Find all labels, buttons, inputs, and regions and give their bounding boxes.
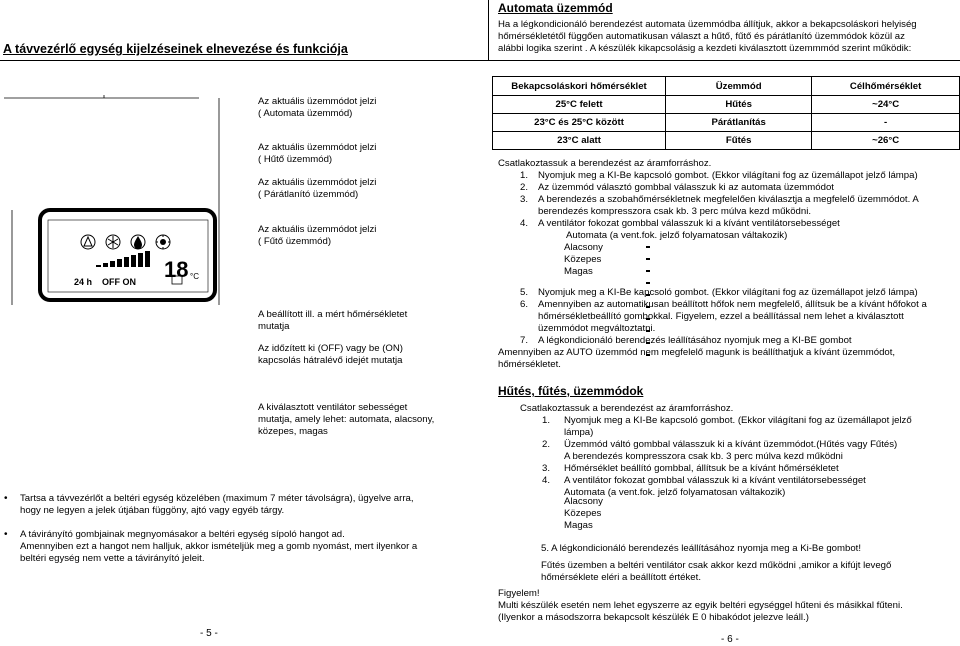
page-number-left: - 5 - (200, 628, 218, 639)
list-item: 6. Amennyiben az automatikusan beállított hőfok nem megfelelő, állítsuk be a kívánt hőfokot a hőmérsékletbeállító gombokkal. Figyelem, ezzel a beállítással nem lehet a kiválasztott üzemmódot megváltoztatni. (520, 299, 927, 334)
warning-block: Figyelem! Multi készülék esetén nem lehet egyszerre az egyik beltéri egységgel hűteni és másikkal fűteni. (Ilyenkor a másodszorra bekapcsolt készülék E 0 hibakódot jelezve leáll.) (498, 588, 903, 623)
table-cell: Hűtés (666, 96, 812, 114)
fan-speed-low: Alacsony (564, 242, 603, 253)
table-cell: 23°C és 25°C között (493, 114, 666, 132)
list-item: 4. A ventilátor fokozat gombbal válasszuk ki a kívánt ventilátorsebességet Automata (a vent.fok. jelző folyamatosan váltakozik) (520, 218, 840, 241)
list-item: 1. Nyomjuk meg a KI-Be kapcsoló gombot. (Ekkor világítani fog az üzemállapot jelző lámpa) (520, 170, 918, 181)
auto-connect-text: Csatlakoztassuk a berendezést az áramforráshoz. (498, 158, 712, 169)
fan-speed-high: Magas (564, 520, 593, 531)
table-cell: 25°C felett (493, 96, 666, 114)
list-item: 7. A légkondicionáló berendezés leállításához nyomjuk meg a KI-BE gombot (520, 335, 852, 346)
off-on-readout: OFF ON (102, 277, 136, 287)
bullet-icon: • (4, 493, 8, 504)
timer-readout: 24 h (74, 277, 93, 287)
auto-mode-icon (81, 235, 95, 249)
auto-mode-intro: Ha a légkondicionáló berendezést automata üzemmódba állítjuk, akkor a bekapcsoláskori helyiség hőmérsékletétől függően automatikusan választ a hűtő, fűtő és párátlanító üzemmódok közül az alábbi logika szerint . A készülék kikapcsolásig a kezdeti kiválasztott üzemmmód szerint működik: (498, 19, 917, 54)
header-cell: Célhőmérséklet (812, 77, 960, 96)
table-row (493, 132, 960, 150)
table-cell: Fűtés (666, 132, 812, 150)
list-item: 3. A berendezés a szobahőmérsékletnek megfelelően kiválasztja a megfelelő üzemmódot. A berendezés kompresszora csak kb. 3 perc múlva kezd működni. (520, 194, 919, 217)
table-cell: ~26°C (812, 132, 960, 150)
s2-connect-text: Csatlakoztassuk a berendezést az áramforráshoz. (520, 403, 734, 414)
table-row (493, 114, 960, 132)
table-cell: ~24°C (812, 96, 960, 114)
auto-note: Amennyiben az AUTO üzemmód nem megfelelő magunk is beállíthatjuk a kívánt üzemmódot, (498, 347, 896, 358)
auto-mode-title: Automata üzemmód (498, 1, 613, 15)
auto-steps-list-2 (498, 287, 953, 371)
s2-steps-list (498, 415, 953, 499)
label-temperature: A beállított ill. a mért hőmérsékletet mutatja (258, 309, 408, 332)
label-auto-mode: Az aktuális üzemmódot jelzi ( Automata üzemmód) (258, 96, 377, 119)
header-cell: Bekapcsoláskori hőmérséklet (493, 77, 666, 96)
bullet-remote-distance: • Tartsa a távvezérlőt a beltéri egység közelében (maximum 7 méter távolságra), ügyelve arra, hogy ne legyen a jelek útjában függöny, ajtó vagy egyéb tárgy. (4, 493, 414, 516)
fan-speed-list-auto (564, 242, 603, 278)
fan-speed-bars-icon (96, 251, 150, 267)
droplet-icon (131, 235, 145, 249)
list-item: 4. A ventilátor fokozat gombbal válasszuk ki a kívánt ventilátorsebességet Automata (a vent.fok. jelző folyamatosan váltakozik) (542, 475, 866, 498)
page-number-right: - 6 - (721, 634, 739, 645)
header-cell: Üzemmód (666, 77, 812, 96)
column-divider (488, 0, 489, 60)
remote-display-diagram (4, 95, 254, 305)
sun-icon (156, 235, 170, 249)
table-row (493, 96, 960, 114)
auto-steps-list (498, 170, 953, 242)
snowflake-icon (106, 235, 120, 249)
table-cell: 23°C alatt (493, 132, 666, 150)
s2-fan-note: Fűtés üzemben a beltéri ventilátor csak akkor kezd működni ,amikor a kifújt levegő hőmérséklete eléri a beállított értéket. (541, 560, 892, 583)
temperature-readout: 18 (164, 257, 189, 282)
list-item: 5. Nyomjuk meg a KI-Be kapcsoló gombot. (Ekkor világítani fog az üzemállapot jelző lámpa) (520, 287, 918, 298)
list-item: 3. Hőmérséklet beállító gombbal, állítsuk be a kívánt hőmérsékletet (542, 463, 839, 474)
list-item: 2. Üzemmód váltó gombbal válasszuk ki a kívánt üzemmódot.(Hűtés vagy Fűtés) A berendezés kompresszora csak kb. 3 perc múlva kezd működni (542, 439, 898, 462)
s2-step5: 5. A légkondicionáló berendezés leállításához nyomja meg a Ki-Be gombot! (541, 543, 861, 554)
table-header-row (493, 77, 960, 96)
fan-speed-high: Magas (564, 266, 593, 277)
degree-unit: °C (190, 272, 199, 281)
fan-speed-medium: Közepes (564, 254, 602, 265)
list-item: 2. Az üzemmód választó gombbal válasszuk ki az automata üzemmódot (520, 182, 834, 193)
label-heat-mode: Az aktuális üzemmódot jelzi ( Fűtő üzemmód) (258, 224, 377, 247)
table-cell: Párátlanítás (666, 114, 812, 132)
auto-note: hőmérsékletet. (498, 359, 561, 370)
fan-speed-list-manual (564, 496, 603, 532)
bullet-icon: • (4, 529, 8, 540)
auto-mode-table (492, 76, 960, 150)
label-timer: Az időzített ki (OFF) vagy be (ON) kapcsolás hátralévő idejét mutatja (258, 343, 404, 366)
left-page-title: A távvezérlő egység kijelzéseinek elnevezése és funkciója (3, 42, 348, 56)
fan-speed-low: Alacsony (564, 496, 603, 507)
label-cool-mode: Az aktuális üzemmódot jelzi ( Hűtő üzemmód) (258, 142, 377, 165)
header-rule (0, 60, 960, 61)
fan-speed-medium: Közepes (564, 508, 602, 519)
section-heating-cooling-title: Hűtés, fűtés, üzemmódok (498, 384, 644, 398)
label-dry-mode: Az aktuális üzemmódot jelzi ( Párátlanító üzemmód) (258, 177, 377, 200)
label-fan-speed: A kiválasztott ventilátor sebességet mutatja, amely lehet: automata, alacsony, közepes, magas (258, 402, 435, 437)
list-item: 1. Nyomjuk meg a KI-Be kapcsoló gombot. (Ekkor világítani fog az üzemállapot jelző lámpa) (542, 415, 912, 438)
table-cell: - (812, 114, 960, 132)
bullet-beep: • A távirányító gombjainak megnyomásakor a beltéri egység sípoló hangot ad. Amennyiben ezt a hangot nem halljuk, akkor ismételjük meg a gomb nyomást, mert ilyenkor a beltéri egység nem vette a távirányító jeleit. (4, 529, 418, 564)
